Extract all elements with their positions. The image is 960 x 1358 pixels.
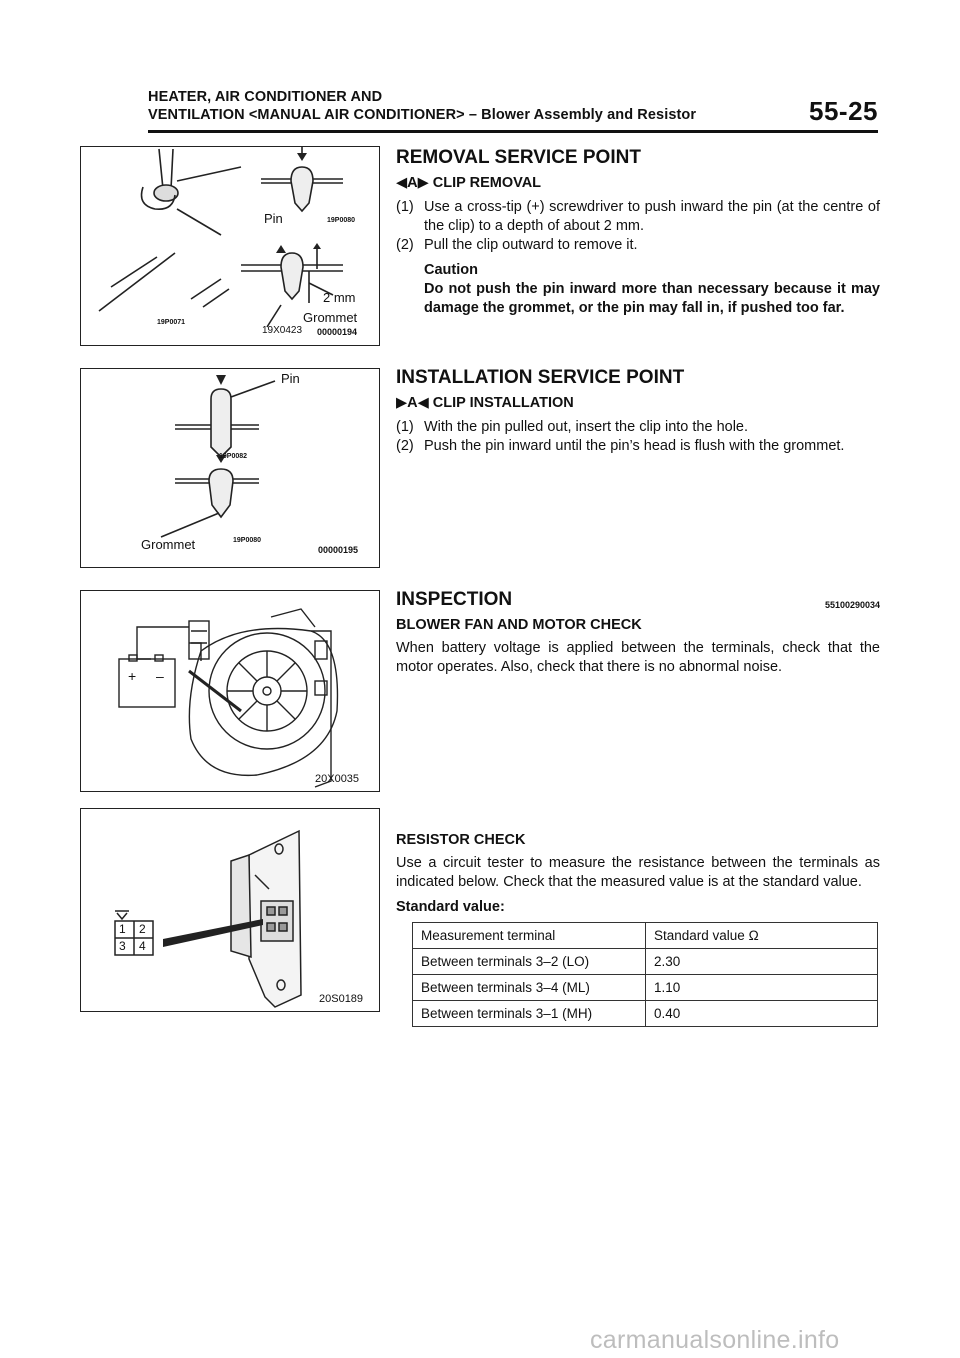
inspection-section xyxy=(396,588,880,677)
standard-value-table xyxy=(412,922,878,1027)
removal-step-2-num: (2) xyxy=(396,237,414,253)
header-rule xyxy=(148,130,878,133)
inspection-title: INSPECTION xyxy=(396,589,513,610)
fig2-code-b: 19P0080 xyxy=(233,537,262,544)
figure-resistor-check xyxy=(80,808,380,1012)
page-header xyxy=(148,88,878,124)
fig1-code-a: 19P0080 xyxy=(327,217,356,224)
fig4-terminal-4: 4 xyxy=(139,939,146,953)
installation-step-2 xyxy=(396,437,880,456)
fig1-mm-label: 2 mm xyxy=(323,290,356,305)
fig3-id: 20X0035 xyxy=(315,773,360,785)
header-title-line1: HEATER, AIR CONDITIONER AND xyxy=(148,89,383,105)
fig1-num: 00000194 xyxy=(317,327,358,337)
table-cell-terminal: Between terminals 3–4 (ML) xyxy=(413,975,646,1001)
table-row xyxy=(413,1001,878,1027)
inspection-text: When battery voltage is applied between the terminals, check that the motor operates. Also, check that there is no abnormal noise. xyxy=(396,640,880,675)
fig4-id: 20S0189 xyxy=(319,993,364,1005)
fig2-code-a: 19P0082 xyxy=(219,453,248,460)
fig3-minus: – xyxy=(156,668,164,684)
table-cell-value: 0.40 xyxy=(646,1001,878,1027)
installation-step-1-text: With the pin pulled out, insert the clip into the hole. xyxy=(424,419,749,435)
removal-step-1-num: (1) xyxy=(396,199,414,215)
table-row xyxy=(413,975,878,1001)
header-title-line2 xyxy=(148,106,878,124)
installation-step-2-text: Push the pin inward until the pin’s head is flush with the grommet. xyxy=(424,438,845,454)
table-header-value: Standard value Ω xyxy=(646,923,878,949)
fig1-grommet-label: Grommet xyxy=(303,310,358,325)
figure-resistor-check-drawing xyxy=(81,809,379,1011)
fig4-terminal-1: 1 xyxy=(119,922,126,936)
removal-step-1-text: Use a cross-tip (+) screwdriver to push inward the pin (at the centre of the clip) to a depth of about 2 mm. xyxy=(424,199,880,234)
figure-blower-motor-check xyxy=(80,590,380,792)
removal-step-1 xyxy=(396,198,880,236)
installation-subtitle: ▶A◀ CLIP INSTALLATION xyxy=(396,395,574,411)
inspection-code: 55100290034 xyxy=(824,600,880,610)
header-subsection: – Blower Assembly and Resistor xyxy=(464,107,697,123)
removal-title: REMOVAL SERVICE POINT xyxy=(396,147,641,168)
resistor-section xyxy=(396,830,880,917)
figure-clip-installation-drawing xyxy=(81,369,379,567)
fig3-plus: + xyxy=(128,668,137,684)
fig1-id: 19X0423 xyxy=(262,325,303,336)
resistor-subtitle: RESISTOR CHECK xyxy=(396,832,526,848)
table-cell-terminal: Between terminals 3–1 (MH) xyxy=(413,1001,646,1027)
resistor-text: Use a circuit tester to measure the resistance between the terminals as indicated below. Check that the measured value is at the standard value. xyxy=(396,855,880,890)
removal-section xyxy=(396,146,880,318)
table-cell-value: 2.30 xyxy=(646,949,878,975)
table-header-row xyxy=(413,923,878,949)
caution-text: Do not push the pin inward more than necessary because it may damage the grommet, or the pin may fall in, if pushed too far. xyxy=(424,281,880,316)
fig2-grommet-label: Grommet xyxy=(141,537,196,552)
watermark: carmanualsonline.info xyxy=(590,1326,840,1354)
inspection-subtitle: BLOWER FAN AND MOTOR CHECK xyxy=(396,617,642,633)
standard-value-label: Standard value: xyxy=(396,899,505,915)
installation-section xyxy=(396,366,880,456)
fig2-num: 00000195 xyxy=(318,545,359,555)
page-number: 55-25 xyxy=(809,96,878,126)
removal-step-2-text: Pull the clip outward to remove it. xyxy=(424,237,638,253)
removal-subtitle: ◀A▶ CLIP REMOVAL xyxy=(396,175,542,191)
table-header-terminal: Measurement terminal xyxy=(413,923,646,949)
figure-clip-installation xyxy=(80,368,380,568)
table-row xyxy=(413,949,878,975)
installation-title: INSTALLATION SERVICE POINT xyxy=(396,367,685,388)
figure-clip-removal xyxy=(80,146,380,346)
fig1-pin-label: Pin xyxy=(264,211,283,226)
caution-title: Caution xyxy=(424,262,478,278)
installation-step-1-num: (1) xyxy=(396,419,414,435)
fig4-terminal-2: 2 xyxy=(139,922,146,936)
fig2-pin-label: Pin xyxy=(281,371,300,386)
header-section: VENTILATION <MANUAL AIR CONDITIONER> xyxy=(148,107,465,123)
fig4-terminal-3: 3 xyxy=(119,939,126,953)
figure-blower-motor-check-drawing xyxy=(81,591,379,791)
fig1-code-b: 19P0071 xyxy=(157,319,186,326)
removal-step-2 xyxy=(396,236,880,255)
table-cell-terminal: Between terminals 3–2 (LO) xyxy=(413,949,646,975)
table-cell-value: 1.10 xyxy=(646,975,878,1001)
installation-step-1 xyxy=(396,418,880,437)
installation-step-2-num: (2) xyxy=(396,438,414,454)
